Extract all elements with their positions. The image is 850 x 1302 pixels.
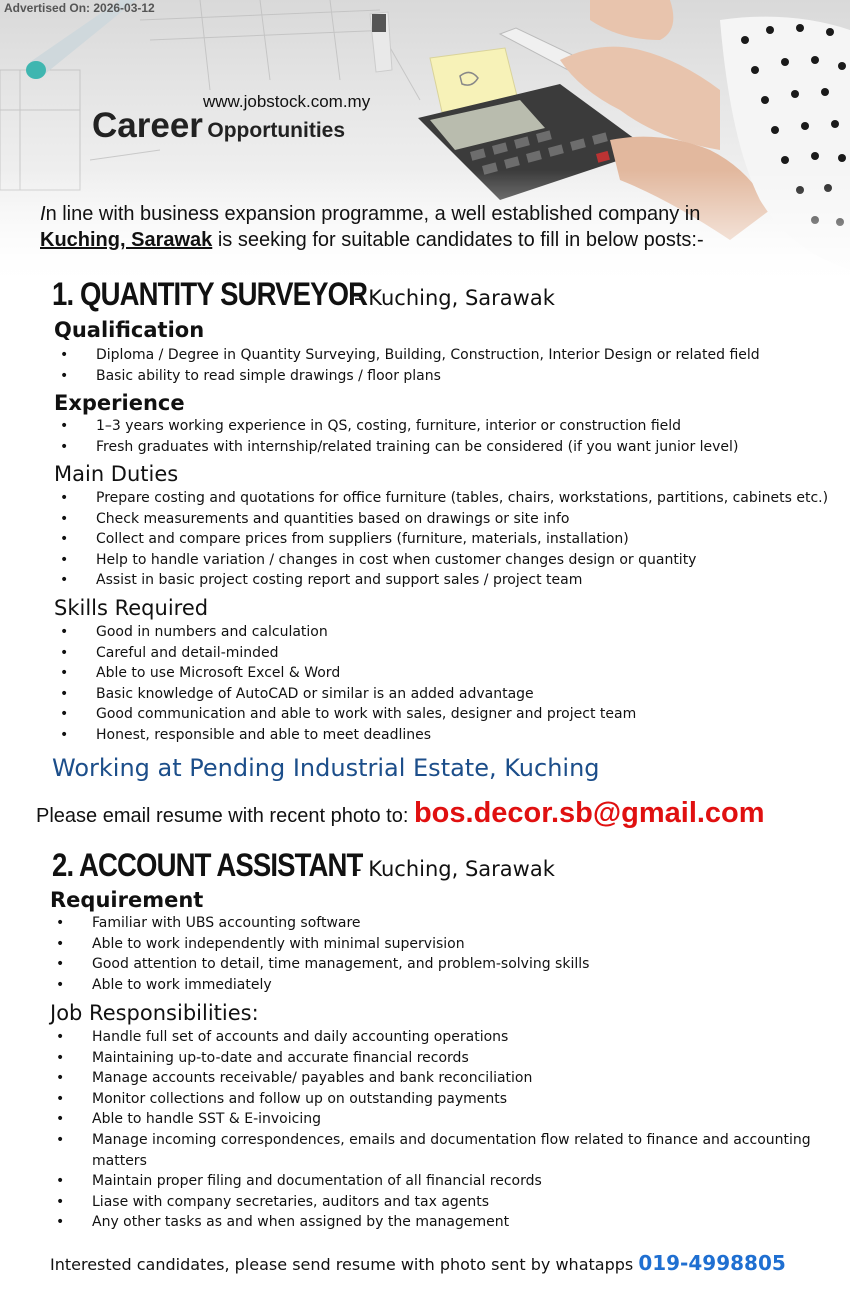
job2-title-row — [52, 847, 555, 884]
career-opportunities-heading — [92, 106, 345, 146]
career-word: Career — [92, 106, 203, 145]
list-item: • Fresh graduates with internship/related training can be considered (if you want junior level) — [54, 437, 844, 458]
email-link[interactable]: bos.decor.sb@gmail.com — [413, 797, 765, 829]
marker-pen-icon — [370, 12, 392, 72]
job2-responsibilities-list — [50, 1027, 820, 1233]
job1-duties-heading: Main Duties — [54, 462, 179, 486]
job1-experience-heading: Experience — [54, 391, 185, 415]
website-url: www.jobstock.com.my — [203, 92, 371, 111]
intro-paragraph — [40, 201, 820, 253]
list-item: • Assist in basic project costing report and support sales / project team — [54, 570, 844, 591]
list-item: • Diploma / Degree in Quantity Surveying, Building, Construction, Interior Design or related field — [54, 345, 844, 366]
intro-location: Kuching, Sarawak — [40, 229, 213, 251]
list-item: • Handle full set of accounts and daily accounting operations — [50, 1027, 820, 1048]
list-item: • Good communication and able to work with sales, designer and project team — [54, 704, 844, 725]
job1-experience-list — [54, 416, 844, 457]
email-prompt: Please email resume with recent photo to: — [36, 805, 414, 827]
job1-skills-heading: Skills Required — [54, 596, 209, 620]
job2-location: - Kuching, Sarawak — [354, 857, 555, 881]
job2-responsibilities-heading: Job Responsibilities: — [50, 1001, 259, 1025]
list-item: • Basic knowledge of AutoCAD or similar is an added advantage — [54, 684, 844, 705]
job1-title: 1. QUANTITY SURVEYOR — [52, 276, 368, 312]
opportunities-word: Opportunities — [207, 119, 346, 142]
list-item: • Manage accounts receivable/ payables and bank reconciliation — [50, 1068, 820, 1089]
list-item: • Help to handle variation / changes in cost when customer changes design or quantity — [54, 550, 844, 571]
intro-line1: n line with business expansion programme, a well established company in — [45, 203, 701, 225]
list-item: • Maintaining up-to-date and accurate financial records — [50, 1048, 820, 1069]
job1-duties-list — [54, 488, 844, 591]
list-item: • Check measurements and quantities based on drawings or site info — [54, 509, 844, 530]
list-item: • Collect and compare prices from suppliers (furniture, materials, installation) — [54, 529, 844, 550]
list-item: • Good attention to detail, time management, and problem-solving skills — [50, 954, 840, 975]
job1-skills-list — [54, 622, 844, 746]
list-item: • Good in numbers and calculation — [54, 622, 844, 643]
intro-line2: is seeking for suitable candidates to fill in below posts:- — [212, 229, 704, 251]
list-item: • Able to handle SST & E-invoicing — [50, 1109, 820, 1130]
list-item: • Able to work independently with minimal supervision — [50, 934, 840, 955]
working-location: Working at Pending Industrial Estate, Kuching — [52, 754, 600, 782]
list-item: • Monitor collections and follow up on outstanding payments — [50, 1089, 820, 1110]
advertised-date: Advertised On: 2026-03-12 — [4, 1, 155, 15]
whatsapp-phone[interactable]: 019-4998805 — [638, 1251, 786, 1275]
email-line — [36, 797, 765, 830]
list-item: • Liase with company secretaries, auditors and tax agents — [50, 1192, 820, 1213]
list-item: • 1–3 years working experience in QS, costing, furniture, interior or construction field — [54, 416, 844, 437]
job2-requirement-heading: Requirement — [50, 888, 204, 912]
list-item: • Familiar with UBS accounting software — [50, 913, 840, 934]
job1-location: - Kuching, Sarawak — [354, 286, 555, 310]
job1-title-row — [52, 276, 555, 313]
intro-first-letter: I — [40, 203, 46, 225]
job2-title: 2. ACCOUNT ASSISTANT — [52, 847, 363, 883]
closing-text: Interested candidates, please send resume with photo sent by whatapps — [50, 1255, 639, 1274]
list-item: • Able to use Microsoft Excel & Word — [54, 663, 844, 684]
list-item: • Honest, responsible and able to meet deadlines — [54, 725, 844, 746]
job1-qualification-list — [54, 345, 844, 386]
list-item: • Able to work immediately — [50, 975, 840, 996]
job1-qualification-heading: Qualification — [54, 318, 205, 342]
closing-line — [50, 1251, 786, 1275]
list-item: • Prepare costing and quotations for office furniture (tables, chairs, workstations, partitions, cabinets etc.) — [54, 488, 844, 509]
list-item: • Any other tasks as and when assigned by the management — [50, 1212, 820, 1233]
job2-requirement-list — [50, 913, 840, 995]
list-item: • Careful and detail-minded — [54, 643, 844, 664]
list-item: • Maintain proper filing and documentation of all financial records — [50, 1171, 820, 1192]
list-item: • Basic ability to read simple drawings / floor plans — [54, 366, 844, 387]
list-item: • Manage incoming correspondences, emails and documentation flow related to finance and accounting matters — [50, 1130, 820, 1171]
